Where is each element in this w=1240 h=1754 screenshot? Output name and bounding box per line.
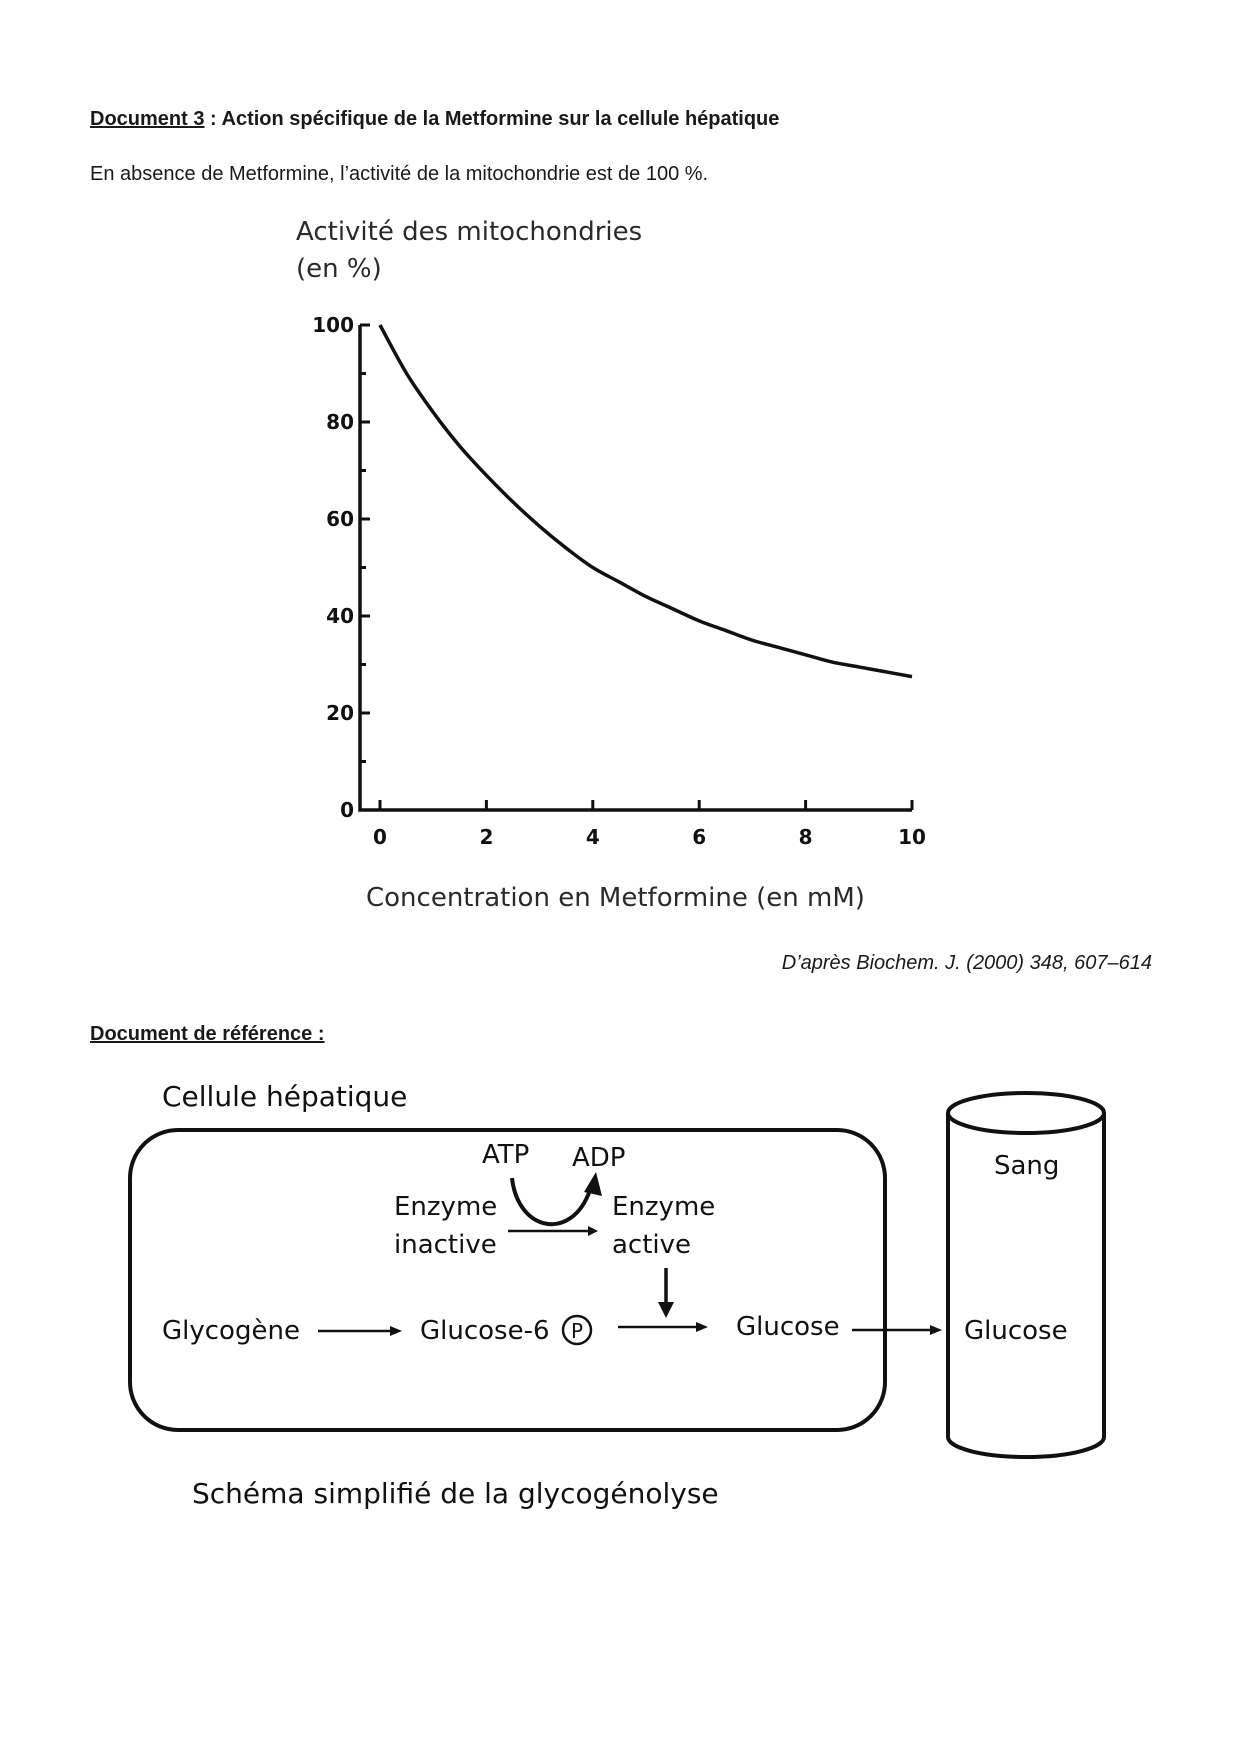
activation-arrowhead: [588, 1226, 598, 1236]
y-tick-label: 60: [326, 507, 354, 531]
enzyme-active-line2: active: [612, 1230, 692, 1260]
blood-vessel-top: [948, 1093, 1104, 1133]
glucose-blood-label: Glucose: [964, 1316, 1068, 1346]
cell-title: Cellule hépatique: [162, 1080, 408, 1113]
phosphate-label: P: [570, 1319, 584, 1343]
axis-lines: [360, 325, 912, 810]
x-tick-label: 6: [692, 825, 707, 849]
liver-cell-box: [130, 1130, 885, 1430]
atp-label: ATP: [482, 1140, 530, 1170]
chart-axes: [360, 325, 912, 810]
glucose6p-label: Glucose-6: [420, 1316, 550, 1346]
glucose-export-arrowhead: [930, 1325, 942, 1335]
x-tick-label: 0: [373, 825, 387, 849]
x-tick-label: 10: [898, 825, 926, 849]
glycogen-label: Glycogène: [162, 1316, 300, 1346]
enzyme-inactive-line1: Enzyme: [394, 1192, 498, 1222]
glucose-cell-label: Glucose: [736, 1312, 840, 1342]
g6p-arrowhead: [696, 1322, 708, 1332]
glycogenolysis-diagram: [130, 1080, 1104, 1510]
enzyme-action-arrowhead: [658, 1302, 674, 1318]
y-tick-label: 20: [326, 701, 354, 725]
document-heading-title: : Action spécifique de la Metformine sur la cellule hépatique: [204, 108, 780, 130]
x-tick-label: 4: [585, 825, 600, 849]
y-tick-label: 40: [326, 604, 354, 628]
y-tick-label: 80: [326, 410, 354, 434]
citation: D’après Biochem. J. (2000) 348, 607–614: [781, 952, 1152, 974]
x-tick-label: 2: [479, 825, 494, 849]
glycogen-arrowhead: [390, 1326, 402, 1336]
adp-label: ADP: [572, 1143, 626, 1173]
blood-label: Sang: [994, 1151, 1060, 1181]
enzyme-inactive-line2: inactive: [394, 1230, 497, 1260]
document-number: Document 3: [90, 108, 205, 130]
y-tick-label: 0: [340, 798, 354, 822]
atp-adp-arrow: [512, 1178, 590, 1224]
intro-text: En absence de Metformine, l’activité de la mitochondrie est de 100 %.: [90, 163, 709, 185]
x-axis-label: Concentration en Metformine (en mM): [366, 883, 865, 913]
activity-curve: [380, 325, 912, 677]
y-tick-label: 100: [312, 313, 354, 337]
reference-heading: Document de référence :: [90, 1023, 325, 1045]
y-axis-label-line1: Activité des mitochondries: [296, 217, 643, 247]
diagram-caption: Schéma simplifié de la glycogénolyse: [192, 1477, 719, 1510]
x-tick-label: 8: [798, 825, 813, 849]
y-axis-label-line2: (en %): [296, 254, 382, 284]
atp-adp-arrowhead: [584, 1172, 602, 1196]
enzyme-active-line1: Enzyme: [612, 1192, 716, 1222]
